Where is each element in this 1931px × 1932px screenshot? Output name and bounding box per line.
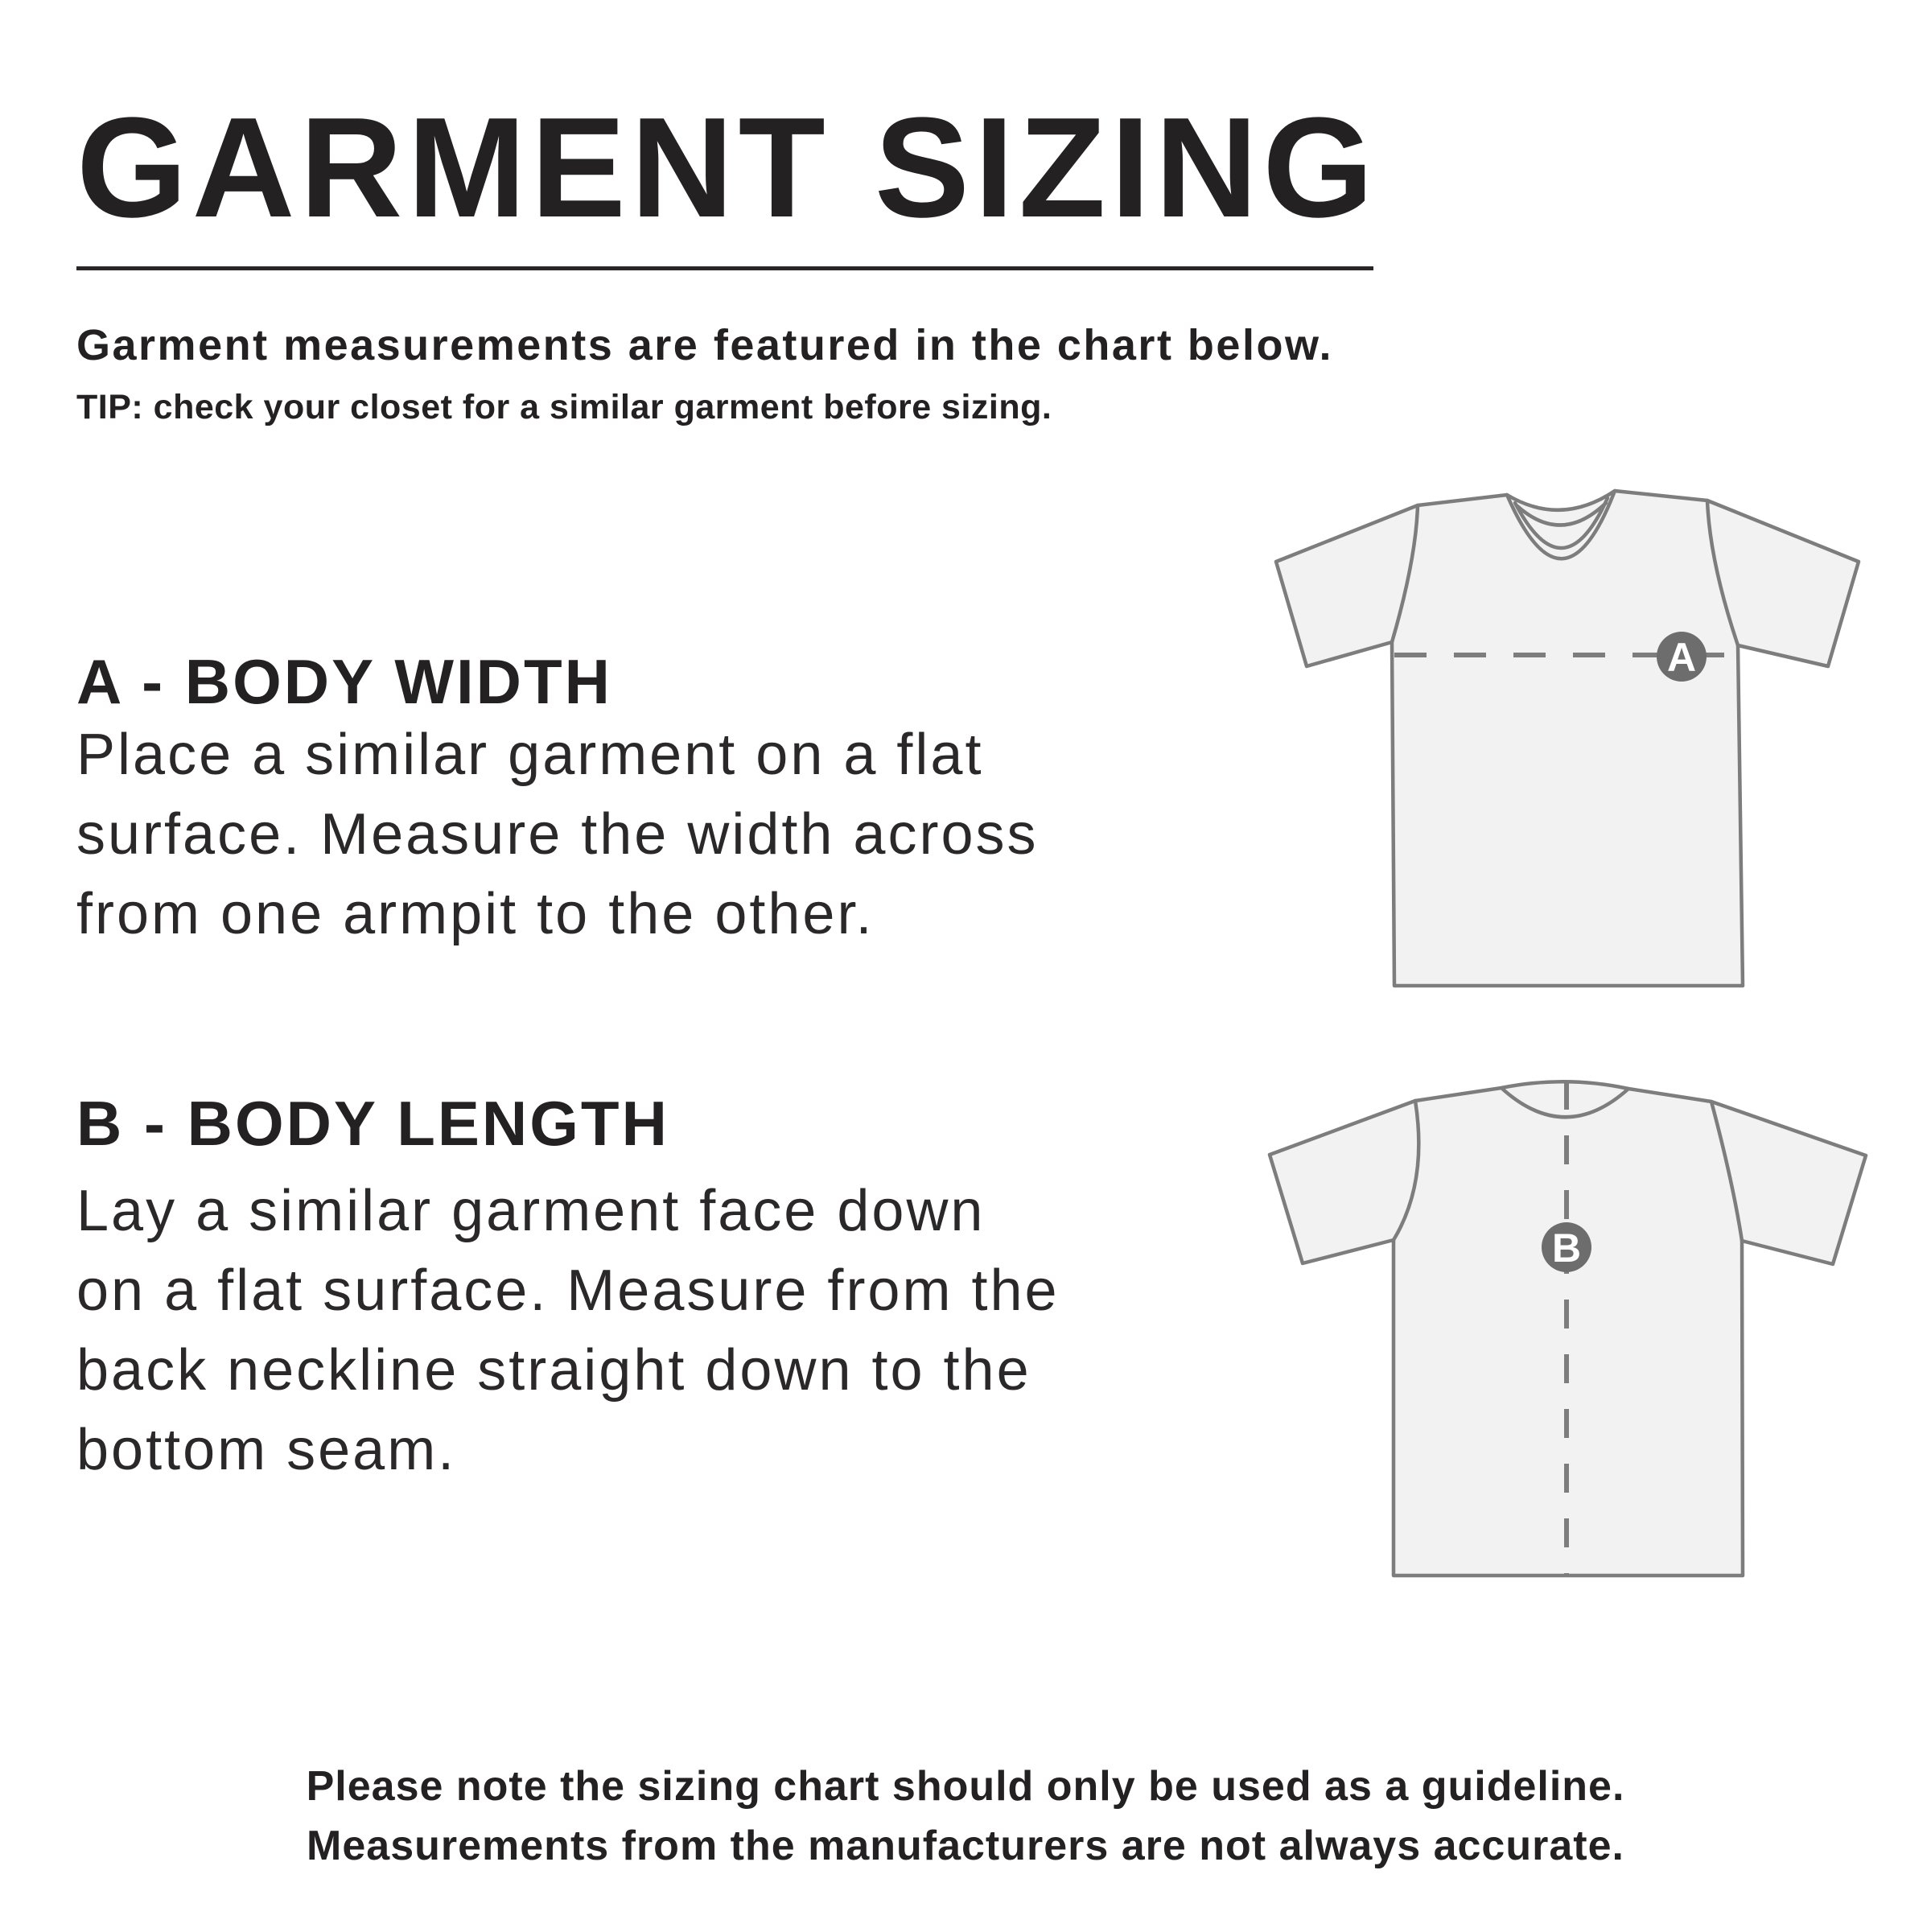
description-line: on a flat surface. Measure from the [76,1258,1060,1323]
measure-badge-a-label: A [1666,635,1697,680]
description-line: bottom seam. [76,1418,457,1482]
disclaimer-line: Please note the sizing chart should only be used as a guideline. [306,1763,1625,1810]
section-a-description [76,715,1039,954]
section-b-heading: B - BODY LENGTH [76,1088,669,1159]
description-line: surface. Measure the width across [76,802,1039,867]
disclaimer-note [0,1757,1931,1876]
description-line: Lay a similar garment face down [76,1179,986,1243]
tshirt-front-silhouette [1276,491,1859,986]
section-b-description [76,1172,1060,1490]
description-line: Place a similar garment on a flat [76,723,984,787]
section-a-heading: A - BODY WIDTH [76,646,612,717]
description-line: from one armpit to the other. [76,882,875,946]
title-underline [76,266,1373,270]
page-title: GARMENT SIZING [76,88,1378,247]
measure-badge-b-label: B [1551,1226,1582,1271]
disclaimer-line: Measurements from the manufacturers are not always accurate. [307,1823,1624,1869]
tshirt-back-diagram [1239,1070,1931,1617]
tip-note: TIP: check your closet for a similar garment before sizing. [76,388,1052,426]
tshirt-front-diagram [1239,467,1931,998]
description-line: back neckline straight down to the [76,1338,1031,1403]
subtitle-text: Garment measurements are featured in the chart below. [76,321,1333,369]
